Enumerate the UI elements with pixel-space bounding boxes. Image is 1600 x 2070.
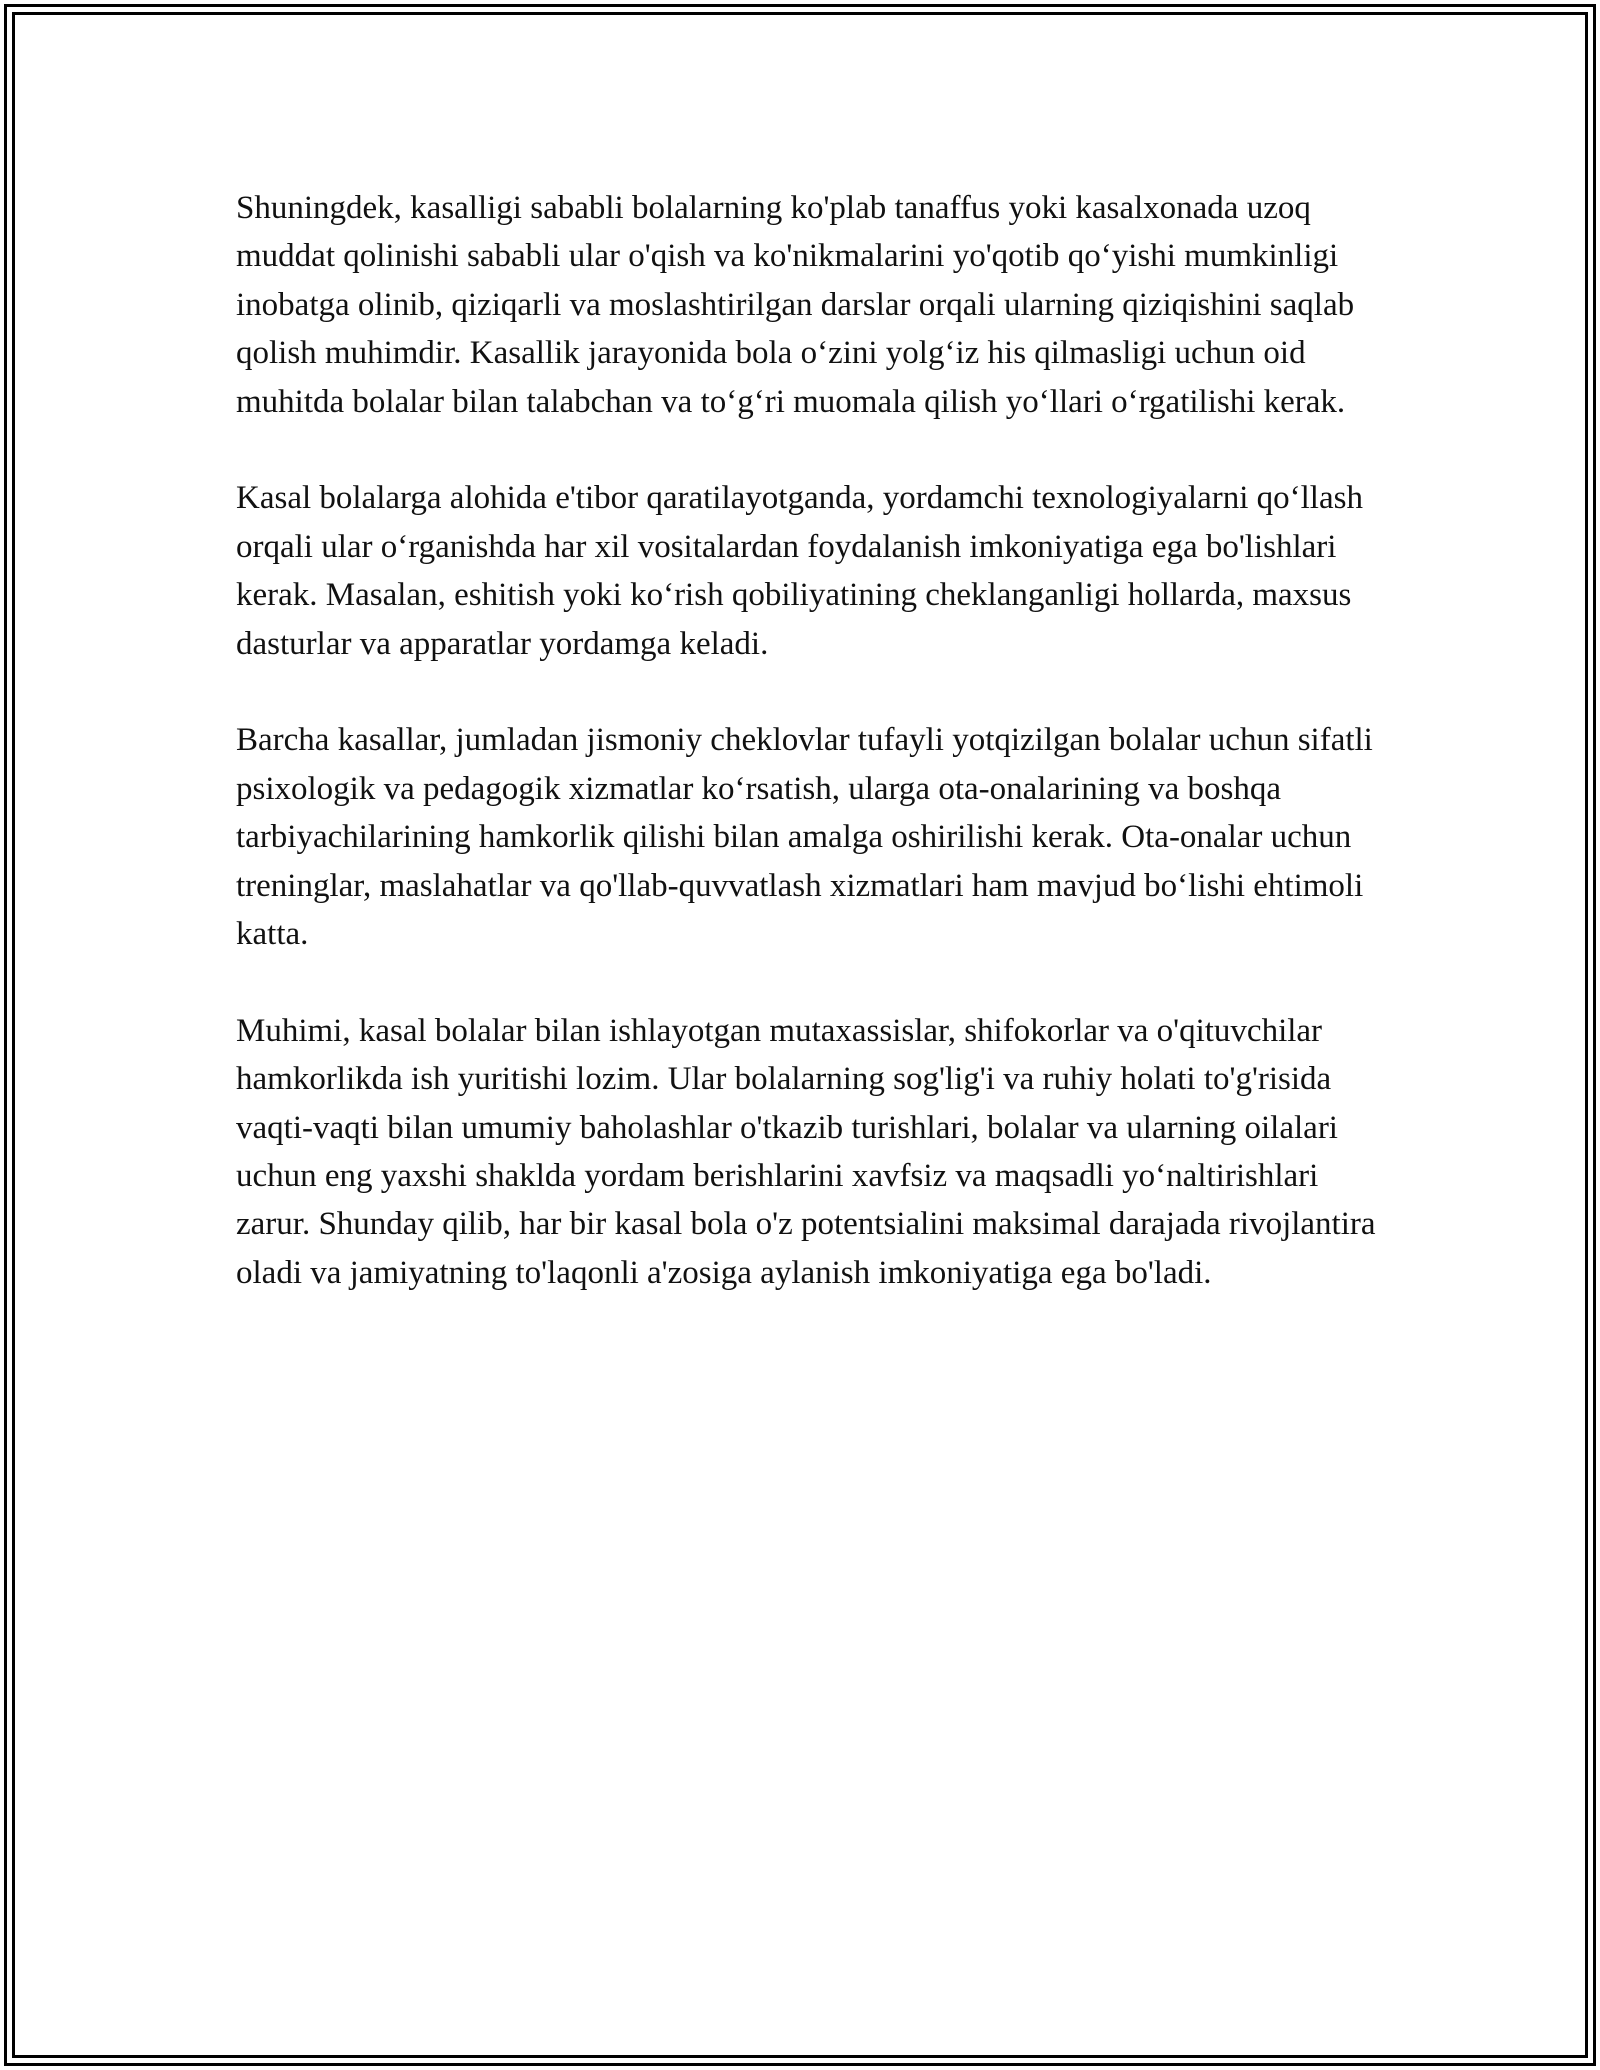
- paragraph-4: Muhimi, kasal bolalar bilan ishlayotgan mutaxassislar, shifokorlar va o'qituvchilar hamkorlikda ish yuritishi lozim. Ular bolalarning sog'lig'i va ruhiy holati to'g'risida vaqti-vaqti bilan umumiy baholashlar o'tkazib turishlari, bolalar va ularning oilalari uchun eng yaxshi shaklda yordam berishlarini xavfsiz va maqsadli yo‘naltirishlari zarur. Shunday qilib, har bir kasal bola o'z potentsialini maksimal darajada rivojlantira oladi va jamiyatning to'laqonli a'zosiga aylanish imkoniyatiga ega bo'ladi.: [236, 1012, 1376, 1291]
- paragraph-2: Kasal bolalarga alohida e'tibor qaratilayotganda, yordamchi texnologiyalarni qo‘llash orqali ular o‘rganishda har xil vositalardan foydalanish imkoniyatiga ega bo'lishlari kerak. Masalan, eshitish yoki ko‘rish qobiliyatining cheklanganligi hollarda, maxsus dasturlar va apparatlar yordamga keladi.: [236, 480, 1363, 662]
- paragraph-3: Barcha kasallar, jumladan jismoniy cheklovlar tufayli yotqizilgan bolalar uchun sifatli psixologik va pedagogik xizmatlar ko‘rsatish, ularga ota-onalarining va boshqa tarbiyachilarining hamkorlik qilishi bilan amalga oshirilishi kerak. Ota-onalar uchun treninglar, maslahatlar va qo'llab-quvvatlash xizmatlari ham mavjud bo‘lishi ehtimoli katta.: [236, 722, 1373, 953]
- paragraph-1: Shuningdek, kasalligi sababli bolalarning ko'plab tanaffus yoki kasalxonada uzoq muddat qolinishi sababli ular o'qish va ko'nikmalarini yo'qotib qo‘yishi mumkinligi inobatga olinib, qiziqarli va moslashtirilgan darslar orqali ularning qiziqishini saqlab qolish muhimdir. Kasallik jarayonida bola o‘zini yolg‘iz his qilmasligi uchun oid muhitda bolalar bilan talabchan va to‘g‘ri muomala qilish yo‘llari o‘rgatilishi kerak.: [236, 190, 1355, 420]
- document-body: [236, 184, 1376, 1346]
